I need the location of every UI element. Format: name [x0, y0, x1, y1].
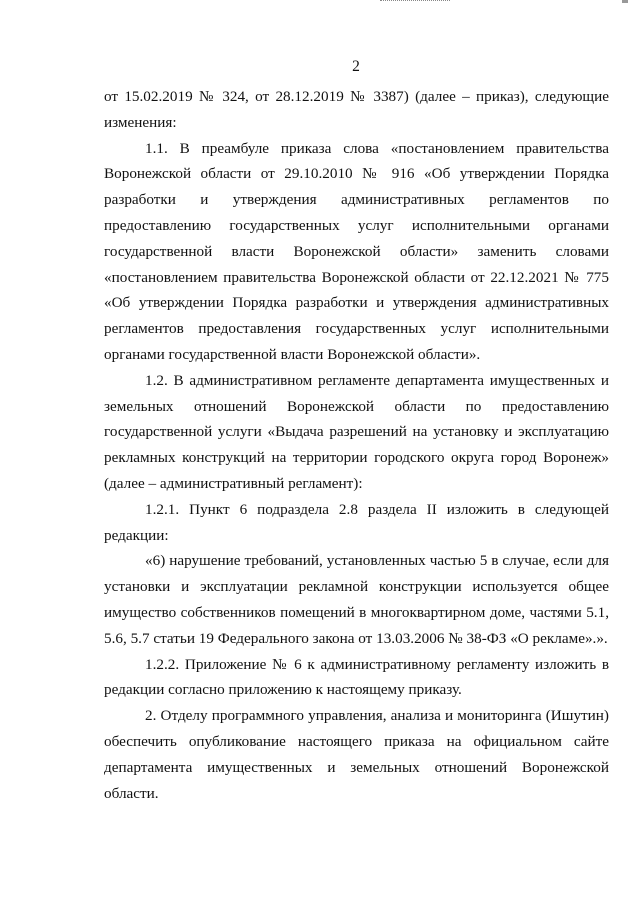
paragraph-1-2: 1.2. В административном регламенте департамента имущественных и земельных отношений Воронежской области по предоставлению государственной услуги «Выдача разрешений на установку и эксплуатацию рекламных конструкций на территории городского округа город Воронеж» (далее – административный регламент):: [104, 371, 609, 492]
document-body: [104, 84, 609, 806]
page-number: 2: [352, 58, 360, 75]
paragraph-2: 2. Отделу программного управления, анализа и мониторинга (Ишутин) обеспечить опубликование настоящего приказа на официальном сайте департамента имущественных и земельных отношений Воронежской области.: [104, 707, 609, 802]
paragraph-1-2-1: 1.2.1. Пункт 6 подраздела 2.8 раздела II изложить в следующей редакции:: [104, 500, 609, 544]
paragraph-1-2-2: 1.2.2. Приложение № 6 к административному регламенту изложить в редакции согласно приложению к настоящему приказу.: [104, 655, 609, 699]
scan-edge-mark-right: [622, 0, 628, 3]
scan-edge-mark: [380, 0, 450, 3]
paragraph-continuation: от 15.02.2019 № 324, от 28.12.2019 № 3387) (далее – приказ), следующие изменения:: [104, 88, 609, 131]
paragraph-1-1: 1.1. В преамбуле приказа слова «постановлением правительства Воронежской области от 29.10.2010 № 916 «Об утверждении Порядка разработки и утверждения административных регламентов по предоставлению государственных услуг исполнительными органами государственной власти Воронежской области» заменить словами «постановлением правительства Воронежской области от 22.12.2021 № 775 «Об утверждении Порядка разработки и утверждения административных регламентов предоставления государственных услуг исполнительными органами государственной власти Воронежской области».: [104, 139, 609, 363]
paragraph-quoted-item-6: «6) нарушение требований, установленных частью 5 в случае, если для установки и эксплуатации рекламной конструкции используется общее имущество собственников помещений в многоквартирном доме, частями 5.1, 5.6, 5.7 статьи 19 Федерального закона от 13.03.2006 № 38-ФЗ «О рекламе».».: [104, 552, 609, 647]
